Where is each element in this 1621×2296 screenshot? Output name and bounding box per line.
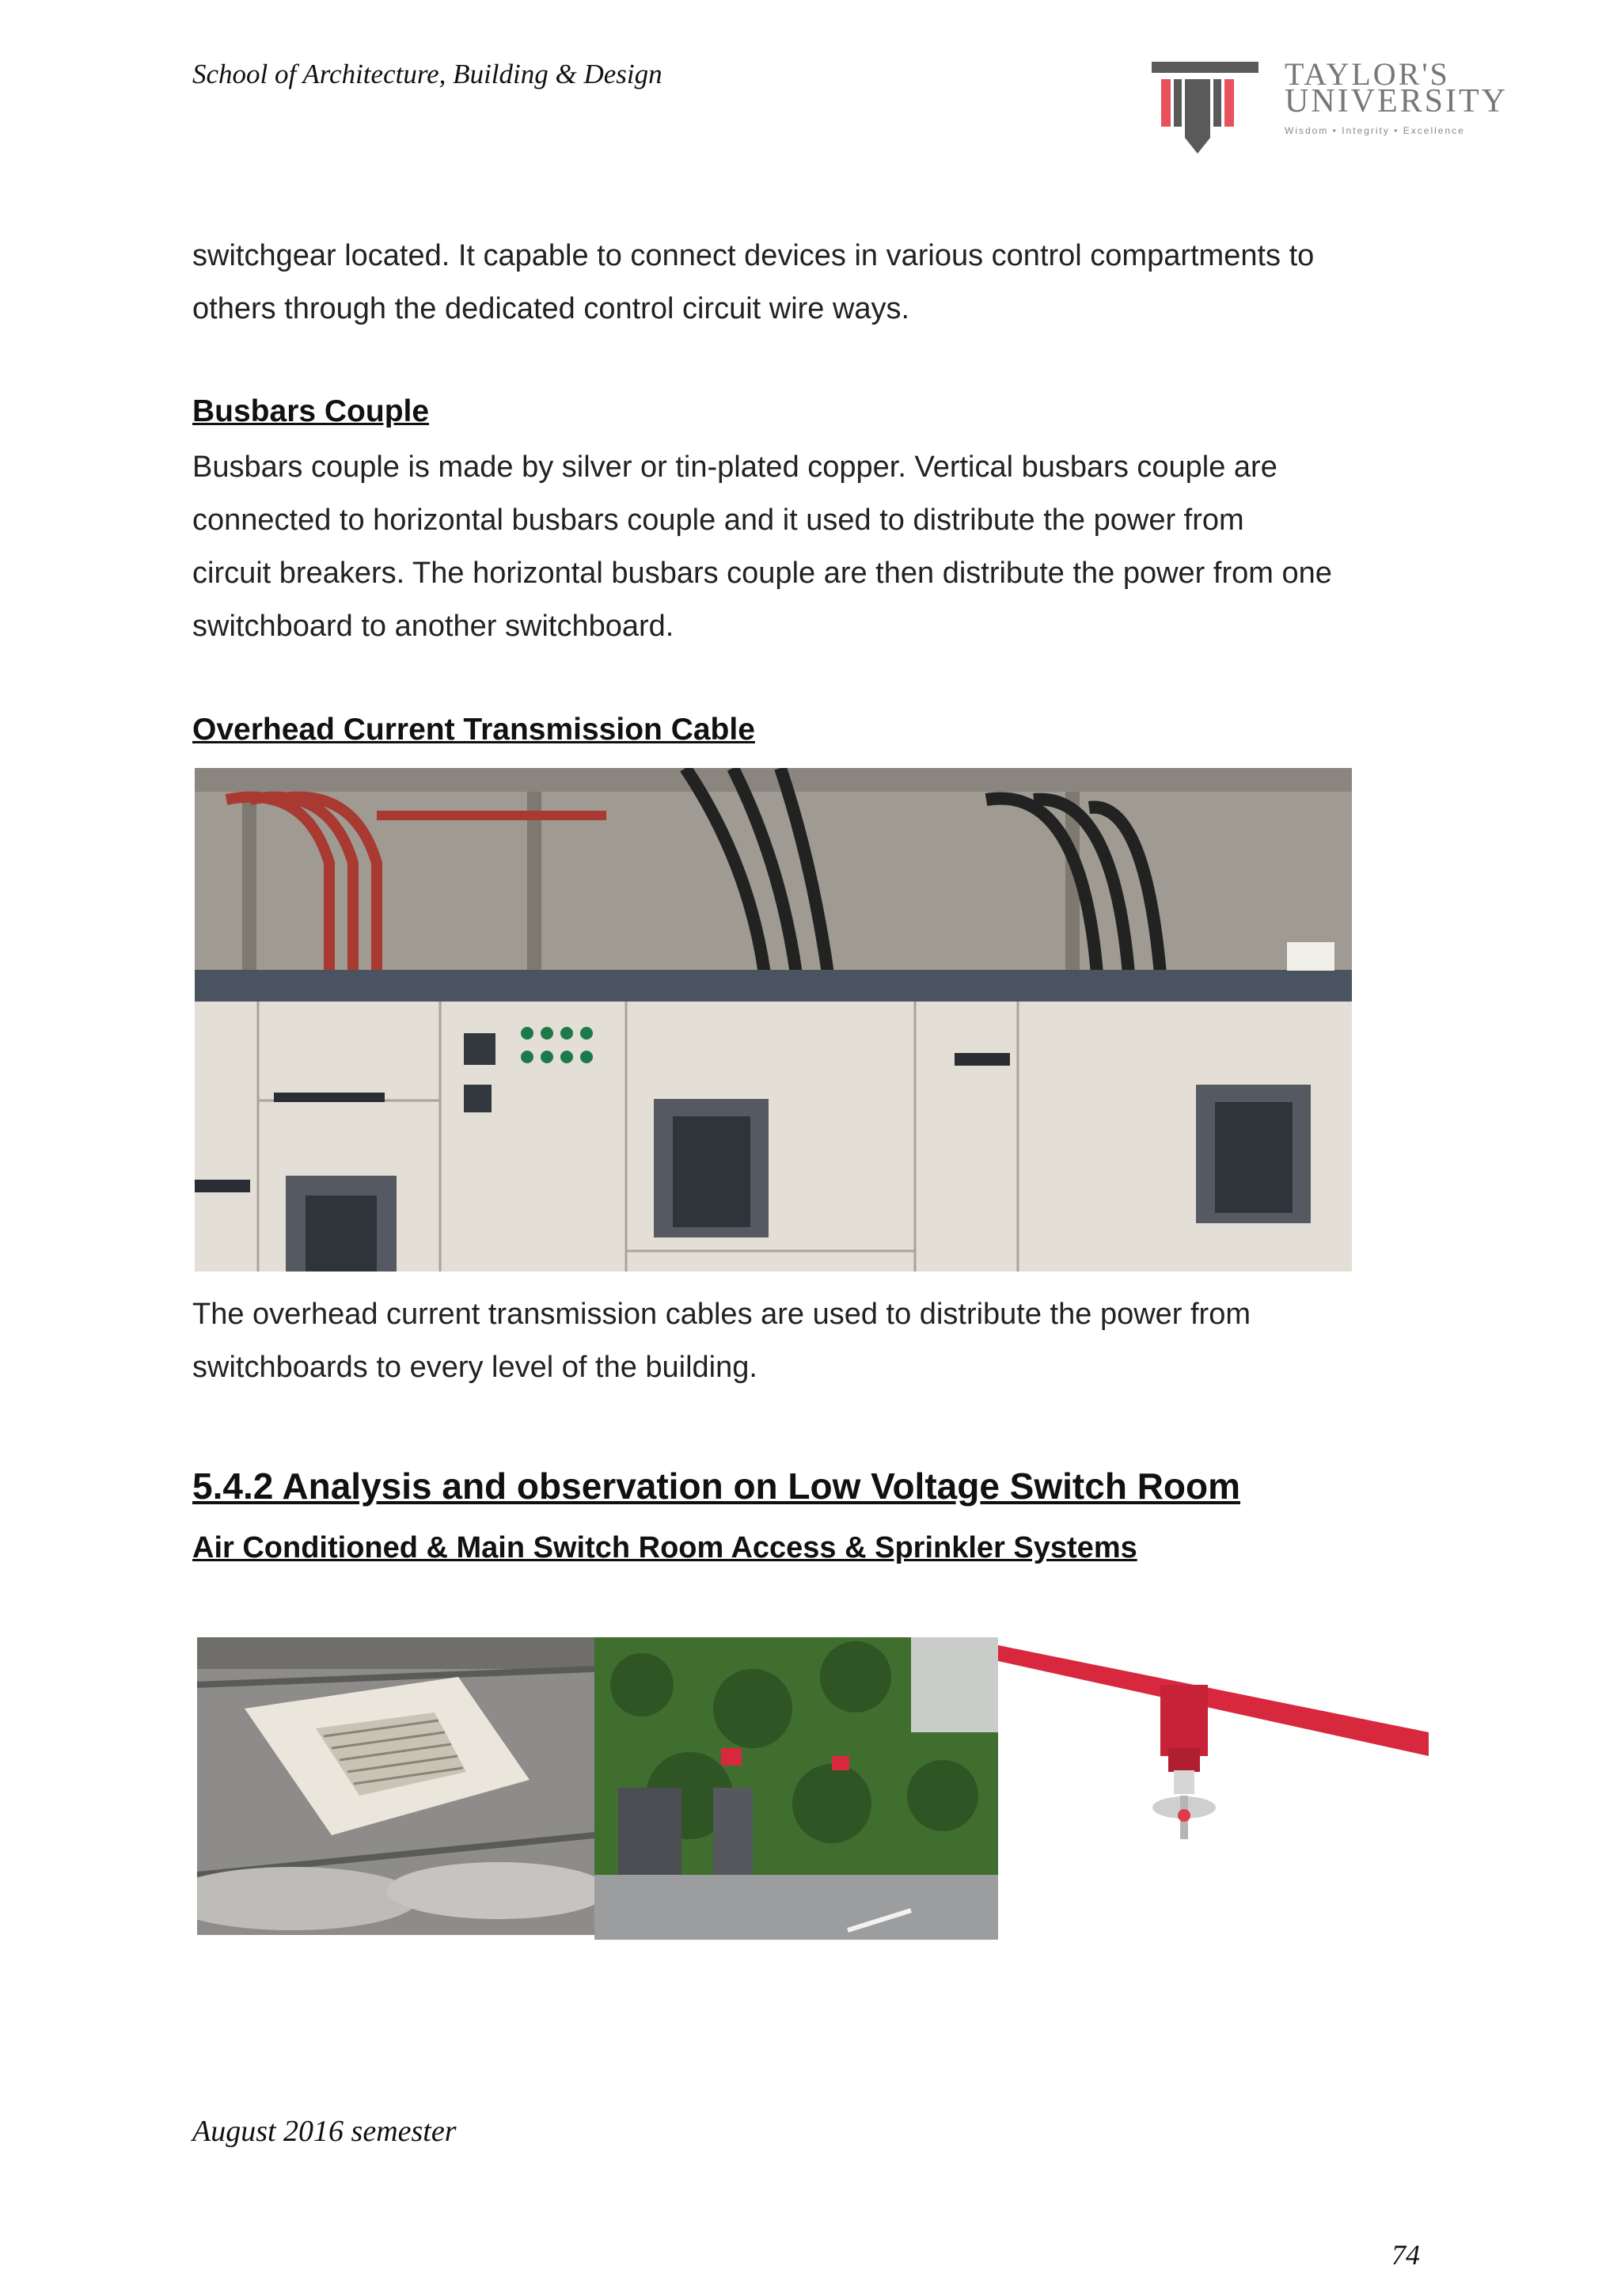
air-conditioner-photo — [197, 1637, 594, 1935]
university-logo — [1152, 62, 1270, 155]
semester-footer: August 2016 semester — [192, 2115, 457, 2148]
switchboard-photo — [195, 768, 1352, 1272]
sprinkler-photo — [998, 1637, 1429, 1883]
logo-tagline: Wisdom • Integrity • Excellence — [1285, 125, 1465, 136]
busbars-line-3: circuit breakers. The horizontal busbars couple are then distribute the power from one — [192, 557, 1332, 590]
logo-name-line1: TAYLOR'S — [1285, 56, 1450, 92]
page-number: 74 — [1391, 2239, 1420, 2271]
overhead-line-1: The overhead current transmission cables are used to distribute the power from — [192, 1298, 1251, 1331]
school-name: School of Architecture, Building & Design — [192, 59, 662, 89]
intro-line-2: others through the dedicated control circuit wire ways. — [192, 292, 910, 325]
busbars-line-1: Busbars couple is made by silver or tin-plated copper. Vertical busbars couple are — [192, 450, 1277, 484]
busbars-line-4: switchboard to another switchboard. — [192, 610, 674, 643]
intro-line-1: switchgear located. It capable to connect devices in various control compartments to — [192, 239, 1315, 272]
logo-name-line2: UNIVERSITY — [1285, 83, 1508, 120]
overhead-line-2: switchboards to every level of the building. — [192, 1351, 757, 1384]
section-subheading: Air Conditioned & Main Switch Room Access & Sprinkler Systems — [192, 1531, 1137, 1564]
busbars-heading: Busbars Couple — [192, 394, 430, 428]
busbars-line-2: connected to horizontal busbars couple and it used to distribute the power from — [192, 504, 1244, 537]
switch-room-access-photo — [594, 1637, 998, 1940]
section-heading: 5.4.2 Analysis and observation on Low Voltage Switch Room — [192, 1465, 1241, 1507]
overhead-heading: Overhead Current Transmission Cable — [192, 713, 755, 747]
